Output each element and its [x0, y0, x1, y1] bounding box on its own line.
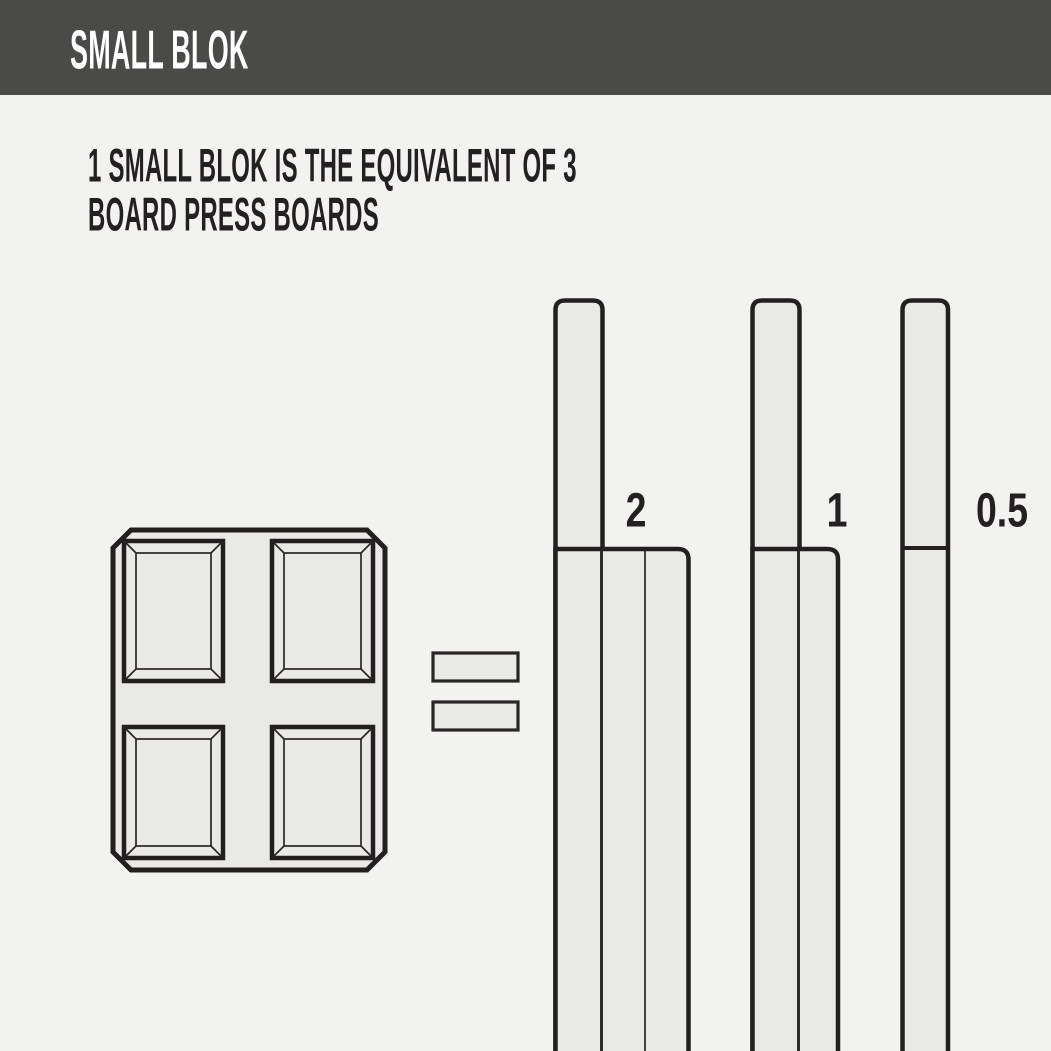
heading-line-1: 1 SMALL BLOK IS THE EQUIVALENT OF 3 [88, 138, 577, 192]
small-blok-icon [113, 530, 385, 870]
board-group-1 [556, 301, 689, 1051]
board-count-label-3: 0.5 [975, 484, 1029, 538]
board-group-2 [753, 301, 839, 1051]
header-title: SMALL BLOK [70, 18, 249, 81]
board-count-label-2: 1 [826, 484, 848, 538]
equals-icon [433, 653, 518, 730]
heading-line-2: BOARD PRESS BOARDS [88, 187, 379, 241]
board-count-label-1: 2 [625, 484, 647, 538]
board-group-3 [903, 301, 949, 1051]
